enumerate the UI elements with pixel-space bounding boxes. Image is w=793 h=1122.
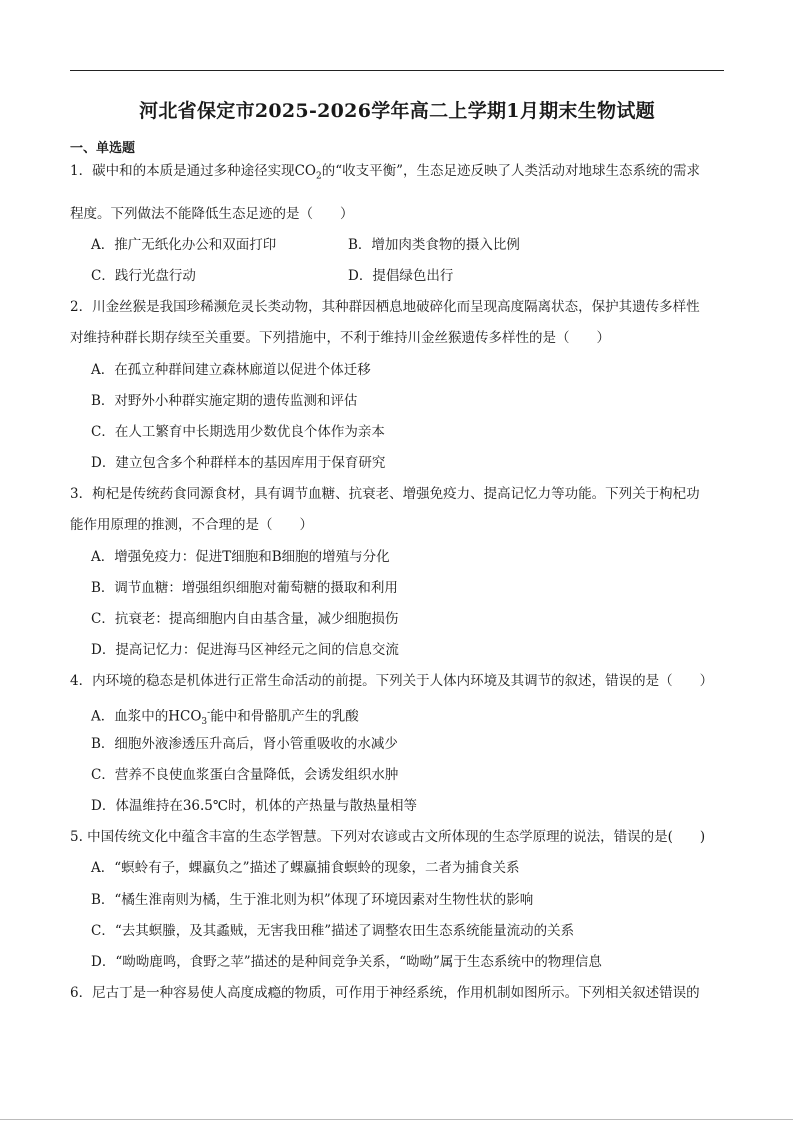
q3-option-a: A．增强免疫力：促进T细胞和B细胞的增殖与分化 <box>91 549 390 565</box>
page-title: 河北省保定市2025-2026学年高二上学期1月期末生物试题 <box>139 100 655 122</box>
section-heading: 一、单选题 <box>70 141 136 156</box>
q5-stem-line1: 5. 中国传统文化中蕴含丰富的生态学智慧。下列对农谚或古文所体现的生态学原理的说法，错误的是( ) <box>70 829 706 845</box>
q6-stem-line1: 6．尼古丁是一种容易使人高度成瘾的物质，可作用于神经系统，作用机制如图所示。下列相关叙述错误的 <box>70 985 700 1001</box>
q5-option-c: C．“去其螟螣，及其蟊贼，无害我田稚”描述了调整农田生态系统能量流动的关系 <box>91 923 575 939</box>
q3-stem-line1: 3．枸杞是传统药食同源食材，具有调节血糖、抗衰老、增强免疫力、提高记忆力等功能。下列关于枸杞功 <box>70 486 700 502</box>
q4-option-a: A．血浆中的$HCO_3^-$能中和骨骼肌产生的乳酸 <box>91 708 359 728</box>
q2-option-b: B．对野外小种群实施定期的遗传监测和评估 <box>91 393 358 409</box>
q2-stem-line1: 2．川金丝猴是我国珍稀濒危灵长类动物，其种群因栖息地破碎化而呈现高度隔离状态，保护其遗传多样性 <box>70 299 700 315</box>
q1-option-a: A．推广无纸化办公和双面打印 <box>91 237 277 253</box>
q4-option-c: C．营养不良使血浆蛋白含量降低，会诱发组织水肿 <box>91 767 399 783</box>
q4-stem-line1: 4．内环境的稳态是机体进行正常生命活动的前提。下列关于人体内环境及其调节的叙述，错误的是（ ） <box>70 673 714 689</box>
q5-option-b: B．“橘生淮南则为橘，生于淮北则为枳”体现了环境因素对生物性状的影响 <box>91 892 534 908</box>
q1-option-d: D．提倡绿色出行 <box>348 268 454 284</box>
q5-option-d: D．“呦呦鹿鸣，食野之苹”描述的是种间竞争关系，“呦呦”属于生态系统中的物理信息 <box>91 954 602 970</box>
q2-option-d: D．建立包含多个种群样本的基因库用于保育研究 <box>91 455 386 471</box>
q3-option-d: D．提高记忆力：促进海马区神经元之间的信息交流 <box>91 642 399 658</box>
q1-stem-line2: 程度。下列做法不能降低生态足迹的是（ ） <box>70 206 354 222</box>
q5-option-a: A．“螟蛉有子，蜾蠃负之”描述了蜾蠃捕食螟蛉的现象，二者为捕食关系 <box>91 860 520 876</box>
q3-stem-line2: 能作用原理的推测，不合理的是（ ） <box>70 517 313 533</box>
q3-option-b: B．调节血糖：增强组织细胞对葡萄糖的摄取和利用 <box>91 580 398 596</box>
q2-option-a: A．在孤立种群间建立森林廊道以促进个体迁移 <box>91 362 371 378</box>
q1-option-b: B．增加肉类食物的摄入比例 <box>348 237 520 253</box>
q4-option-b: B．细胞外液渗透压升高后，肾小管重吸收的水减少 <box>91 736 398 752</box>
q2-stem-line2: 对维持种群长期存续至关重要。下列措施中，不利于维持川金丝猴遗传多样性的是（ ） <box>70 330 610 346</box>
q3-option-c: C．抗衰老：提高细胞内自由基含量，减少细胞损伤 <box>91 611 399 627</box>
header-rule <box>70 70 724 71</box>
q1-option-c: C．践行光盘行动 <box>91 268 196 284</box>
q1-stem-line1: 1．碳中和的本质是通过多种途径实现$CO_2$的“收支平衡”，生态足迹反映了人类活动对地球生态系统的需求 <box>70 163 701 182</box>
q2-option-c: C．在人工繁育中长期选用少数优良个体作为亲本 <box>91 424 385 440</box>
footer-rule <box>0 1119 793 1120</box>
q4-option-d: D．体温维持在36.5℃时，机体的产热量与散热量相等 <box>91 798 417 814</box>
